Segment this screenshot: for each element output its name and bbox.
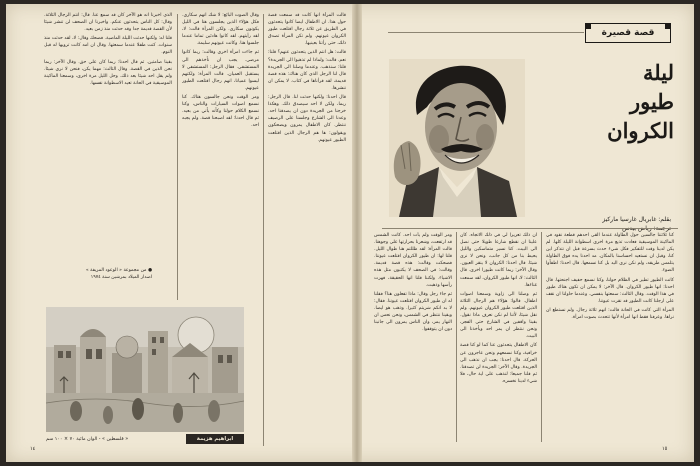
column-right-end xyxy=(374,232,452,444)
paragraph: ثم جاءت امرأة اخرى وقالت: ربما كانوا مرضى. يجب ان نأخذهم الى المستشفى. فقال الرجل: المستشفى لا يستقبل العميان. قالت المرأة: ولكنهم ليسوا عميانا، انهم رجال اقتلعت الطيور عيونهم. xyxy=(182,50,259,91)
paragraph: ومر الوقت ونحن جالسون هناك. كنا نسمع اصوات السيارات والناس، وكنا نسمع الكلام حولنا وكأنه يأتي من بعيد. ثم قال احدنا: لقد اصبحنا قصة. ولم يجبه احد. xyxy=(182,95,259,129)
painting-artist-label: ابراهيم هزيمة xyxy=(186,434,244,444)
paragraph: كان الاطفال يتحدثون عنا كما لو كنا قصة خرافية، وكنا نسمعهم ونحن عاجزون عن الحركة. قال احدنا: يجب ان نذهب الى الجريدة. وقال الآخر: الجريدة لن تصدقنا. ثم قلنا جميعا: لنذهب على اية حال، فلا شيء لدينا نخسره. xyxy=(460,343,537,384)
paragraph: الذي اخبرنا انه هو الآخر كان قد سمع عنا. قال: انتم الرجال الثلاثة. وقال: كل الناس يتحدثون عنكم. واخبرنا ان الصحف لن تنشر شيئا لأن القصة قديمة جدا وقد حدثت منذ زمن بعيد. xyxy=(44,13,172,33)
source-note xyxy=(42,267,152,281)
column-divider xyxy=(456,232,457,442)
byline-translator: ترجمة: رياض بيدس xyxy=(622,225,671,232)
page-number-right: ١٥ xyxy=(662,446,668,452)
paragraph: كانت الطيور تطير في الظلام حولنا، وكنا نسمع حفيف اجنحتها. قال احدنا: انها طيور الكروان. قال الآخر: لا يمكن ان تكون هناك طيور في هذا الوقت. وقال الثالث: سمعتها بنفسي. وعندما حاولنا ان نقف على ارجلنا كانت الطيور قد نقرت عيوننا. xyxy=(546,277,674,304)
paragraph: المرأة التي كانت في الحانة قالت: انهم ثلاثة رجال. ولم نستطع ان نراها. وعرفنا فقط انها امرأة لأنها تتحدث بصوت امرأة. xyxy=(546,307,674,321)
title-line-3: الكروان xyxy=(607,118,674,143)
paragraph: ومر الوقت ولم يأت احد. كانت الشمس قد ارتفعت، وشعرنا بحرارتها على وجوهنا. قالت المرأة: لقد ظللتم هنا طوال الليل. قلنا لها: ان طيور الكروان اقتلعت عيوننا. فضحكت وقالت: هذه قصة قديمة. وقالت: في الصحف لا يكتبون مثل هذه الاشياء. ولكننا قلنا انها الحقيقة، فهزت رأسها وذهبت. xyxy=(374,233,452,288)
magazine-spread xyxy=(6,4,694,462)
painting-artwork xyxy=(46,307,244,432)
column-divider xyxy=(541,232,542,442)
paragraph: ثم وصلنا الى زاوية وسمعنا اصوات اطفال. قالوا: هؤلاء هم الرجال الثلاثة الذين اقتلعت طيور الكروان عيونهم. ولم نقل شيئا، لأننا لم نكن نعرف ماذا نقول. بقينا واقفين في الشارع حتى الفجر، ونحن ننتظر ان يمر احد ويأخذنا الى البيت. xyxy=(460,291,537,340)
paragraph: وقال الصوت البائع: لا شك انهم سكارى. فكل هؤلاء الذين يجلسون هنا في الليل يكونون سكارى. ولكن المرأة قالت: لا، لقد رأيتهم. لقد كانوا هادئين تماما عندما جلسوا هنا. وكانت عيونهم سليمة. xyxy=(182,13,259,47)
paragraph: ثم جاء رجل وقال: ماذا تفعلون هنا؟ فقلنا له ان طيور الكروان اقتلعت عيوننا. فقال: لا بد انكم شربتم كثيرا. وذهب هو ايضا. وبقينا ننتظر في الشمس، ونحن نحس ان النهار يمر، وان الناس يمرون الى جانبنا دون ان يتوقفوا. xyxy=(374,291,452,333)
paragraph: قالت: هل انتم الذين يتحدثون عنهم؟ قلنا: نعم. قالت: ولماذا لم تذهبوا الى الجريدة؟ قلنا: سنذهب. وعندما وصلنا الى الجريدة قال لنا الرجل الذي كان هناك: هذه قصة قديمة، لقد قرأناها في كتاب. لا يمكن ان ننشرها. xyxy=(268,50,346,91)
story-byline xyxy=(528,215,671,233)
paragraph: بقينا صامتين. ثم قال احدنا: ربما كان على حق. وقال الآخر: ربما نحن الذين في القصة. وقال الثالث: مهما يكن، فنحن لا نرى شيئا. ولم يقل احد شيئا بعد ذلك. وحل الليل مرة اخرى، وسمعنا الماكينة الموسيقية في الحانة تعيد الاسطوانة نفسها. xyxy=(44,59,172,86)
column-left-b xyxy=(182,12,259,302)
source-note-collection: ● من مجموعة « الوعود المزيفة » xyxy=(85,268,152,273)
paragraph: قالت المرأة انها كانت قد سمعت قصة حول هذا. ان الاطفال ايضا كانوا يتحدثون في الطريق عن ثلاثة رجال اقتلعت طيور الكروان عيونهم. ولم تكن المرأة تصدق ذلك، حتى رأتنا بعينيها. xyxy=(268,13,346,47)
column-right-intro xyxy=(546,232,674,444)
column-right-mid xyxy=(460,232,537,444)
column-divider xyxy=(177,14,178,300)
byline-author: بقلم: غابريال غارسيا ماركيز xyxy=(602,216,671,223)
section-label-short-story xyxy=(585,23,671,43)
source-note-publisher: اصدار الميلاد بمرشين سنة ١٩٧٤ xyxy=(90,275,152,280)
header-rule xyxy=(388,32,584,33)
paragraph: ان ذلك تعزيزا لي في ذلك الاتجاه. كان علينا ان نقطع شارعا طويلا حتى نصل الى البيت. كنا نسير متماسكين والليل يحيط بنا من كل جانب، ونحن لا نرى شيئا. قال احدنا: الكروان لا ينقر العيون. وقال الآخر: ربما كانت طيورا اخرى. قال الثالث: لا، انها طيور الكروان، لقد سمعت غناءها. xyxy=(460,233,537,288)
author-portrait xyxy=(389,59,525,217)
column-divider xyxy=(263,14,264,446)
paragraph: قال احدنا: ولكنها حدثت لنا. قال الرجل: ربما، ولكن لا احد سيصدق ذلك. وهكذا خرجنا من الجريدة دون ان يصدقنا احد. وعدنا الى الشارع وجلسنا على الرصيف ننتظر. كان الاطفال يمرون ويضحكون ويقولون: ها هم الرجال الذين اقتلعت الطيور عيونهم. xyxy=(268,95,346,143)
painting-image xyxy=(46,307,244,432)
title-line-1: ليلة xyxy=(643,60,674,85)
section-label-text: قصة قصيرة xyxy=(601,28,655,38)
paragraph: قلنا له: ولكنها حدثت الليلة الماضية. فضحك وقال: لا، لقد حدثت منذ سنوات. كنت طفلا عندما سمعتها. وقال ان امه كانت ترويها له قبل النوم. xyxy=(44,36,172,56)
column-left-a xyxy=(268,12,346,452)
column-left-c xyxy=(44,12,172,264)
painting-caption-details: « فلسطين » - الوان مائية ٧٠ × ١٠٠ سم xyxy=(46,436,129,442)
story-top-rule xyxy=(382,228,678,229)
paragraph: كنا ثلاثتنا جالسين حول الطاولة عندما القى احدهم قطعة نقود في الماكينة الموسيقية فعادت تذيع مرة اخرى اسطوانة الليلة كلها. لم يكن لدينا وقت للتفكير فكل شيء حدث بسرعة قبل ان نتذكر اين كنا، وقبل ان نستعيد احساسنا بالمكان. مد احدنا يده فوق الطاولة يتلمس طريقه، ولم نكن نرى اليد بل كنا نسمعها. قال احدنا: اطفأوا الضوء. xyxy=(546,233,674,274)
title-line-2: طيور xyxy=(629,89,674,114)
page-number-left: ١٤ xyxy=(30,446,36,452)
story-title xyxy=(594,58,674,145)
spine-gutter xyxy=(352,4,362,462)
author-photo-image xyxy=(389,59,525,217)
